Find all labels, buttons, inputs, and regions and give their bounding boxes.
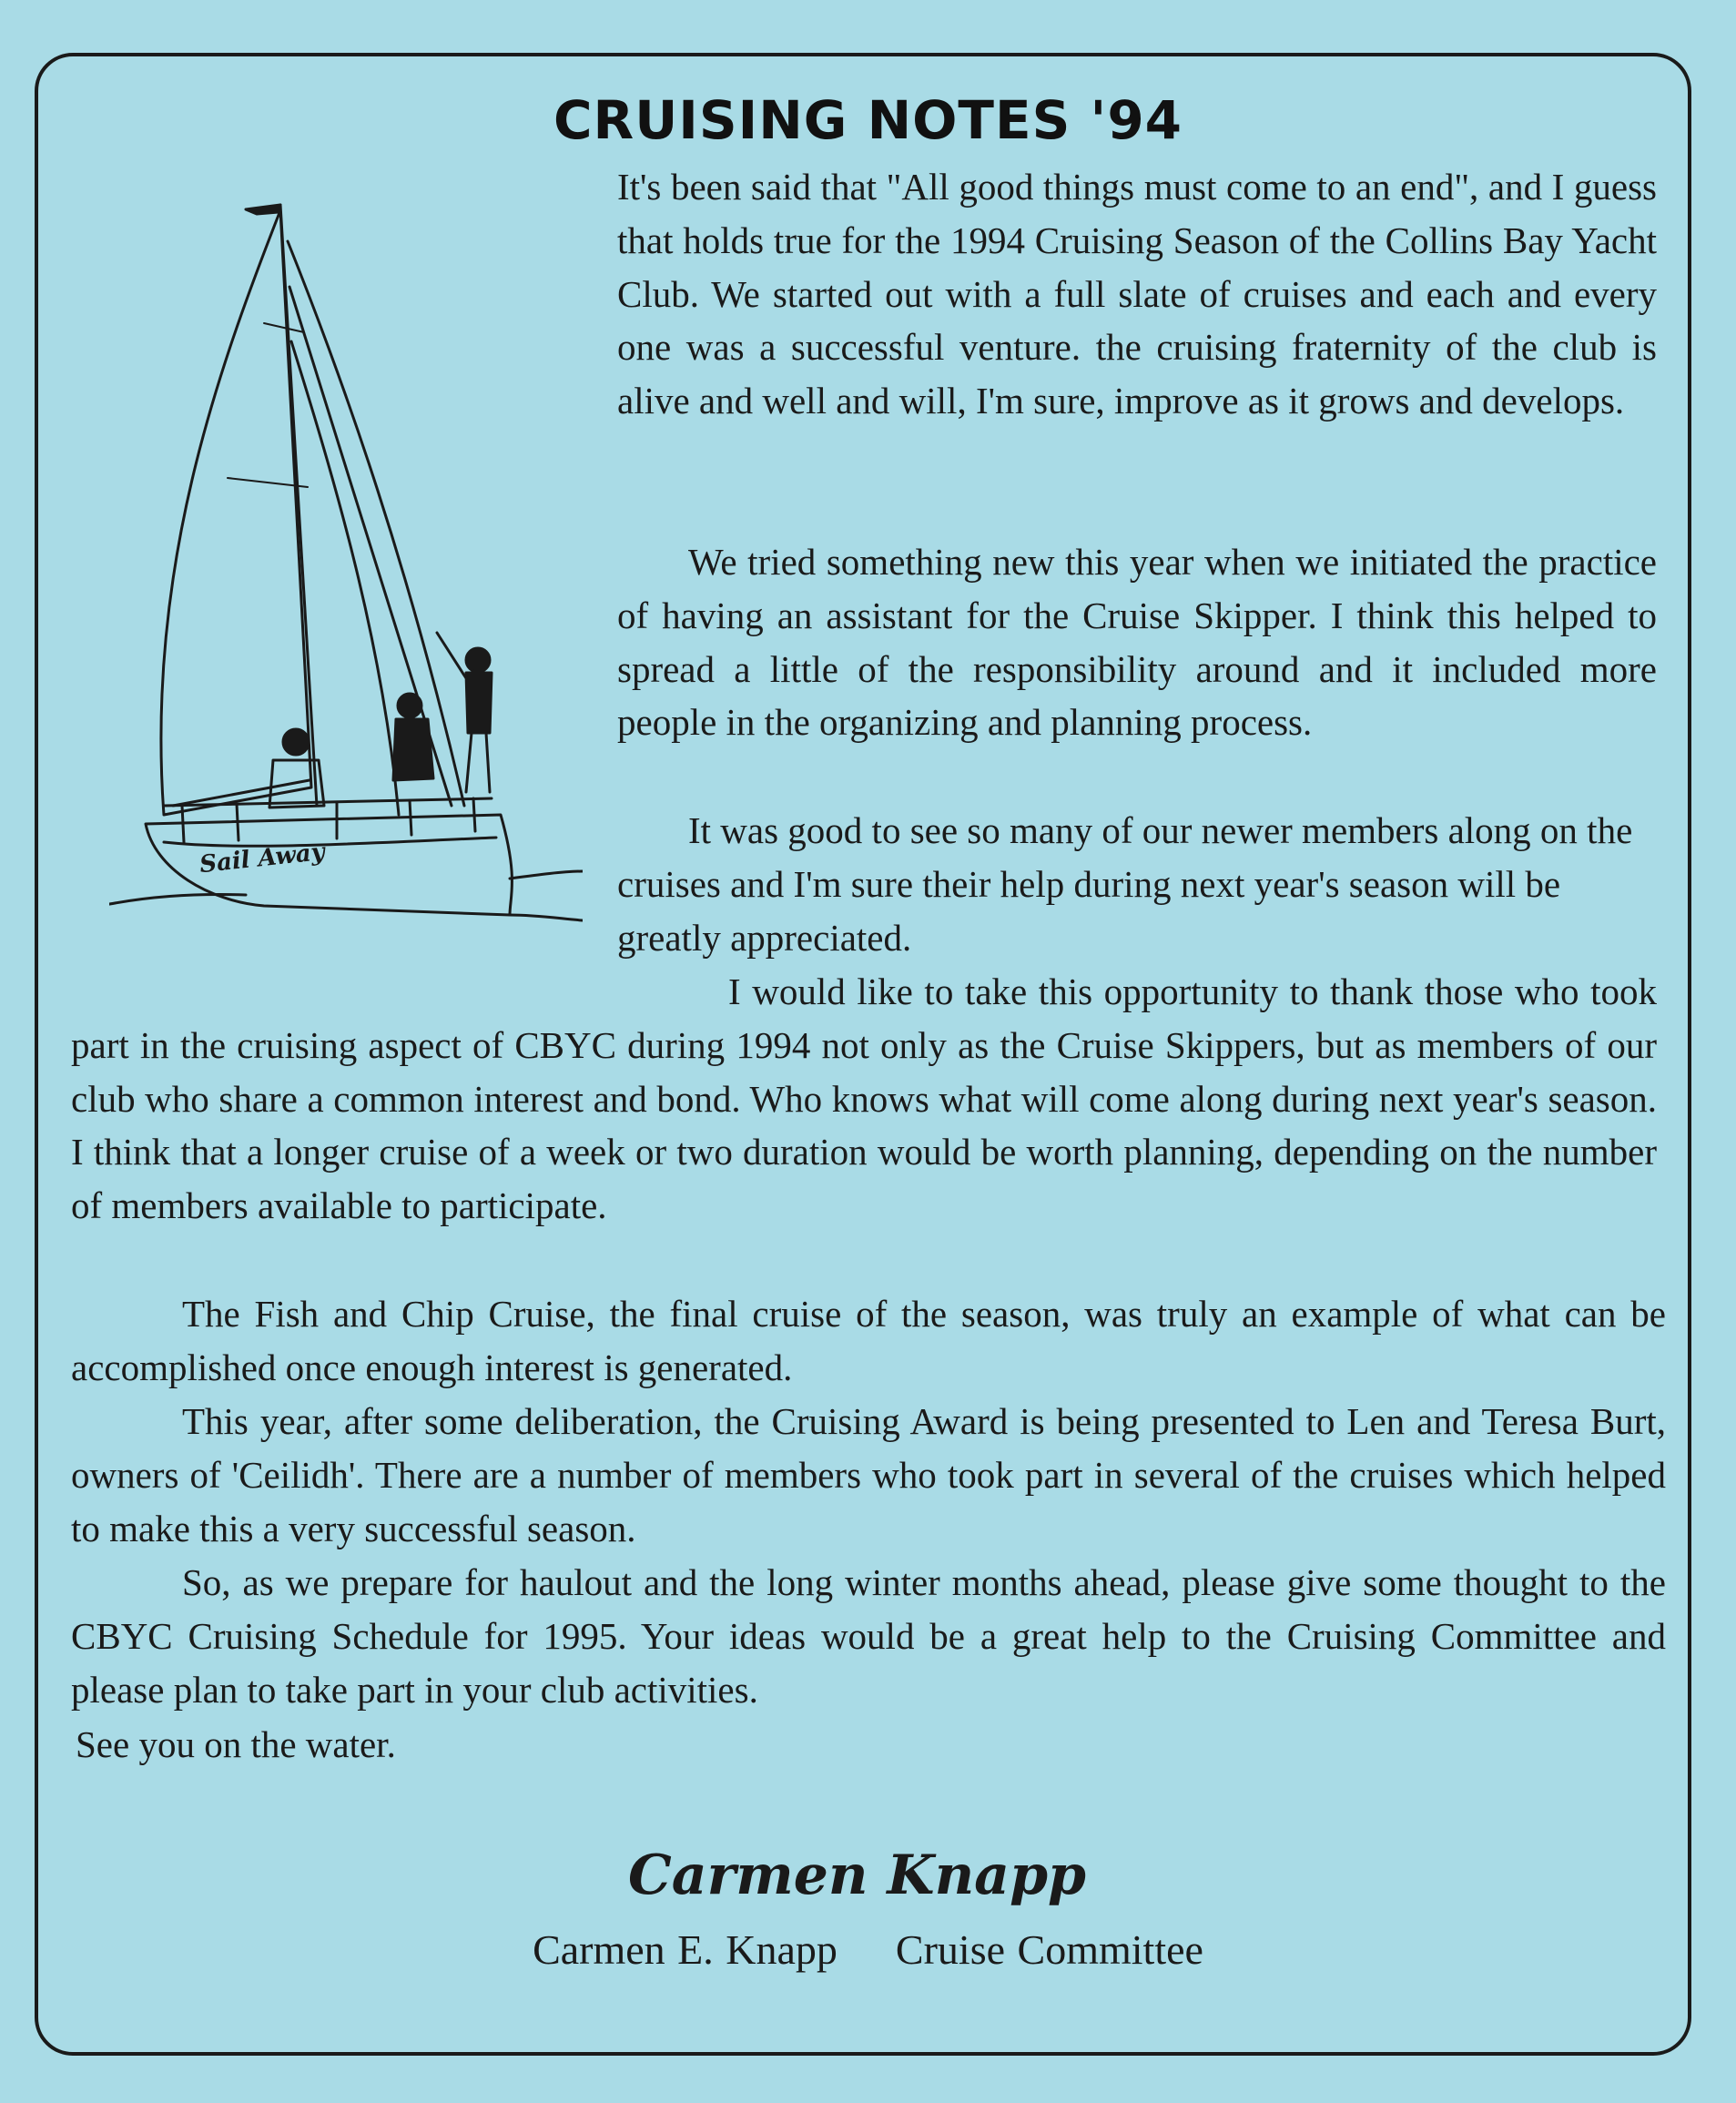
sailboat-illustration <box>109 187 583 942</box>
signer-role: Cruise Committee <box>895 1926 1203 1973</box>
boat-name: Sail Away <box>198 838 327 879</box>
paragraph-thanks <box>71 965 1657 1233</box>
paragraph-schedule: So, as we prepare for haulout and the long winter months ahead, please give some thought to the CBYC Cruising Schedule for 1995. Your ideas would be a great help to the Cruising Committee and please plan to take part in your club activities. <box>71 1561 1666 1711</box>
handwritten-signature <box>619 1821 1147 1939</box>
page-title: CRUISING NOTES '94 <box>553 89 1183 151</box>
paragraph-assistant: We tried something new this year when we initiated the practice of having an assistant for the Cruise Skipper. I think this helped to spread a little of the responsibility around and it included more people in the organizing and planning process. <box>617 541 1657 744</box>
paragraph-new-members: It was good to see so many of our newer members along on the cruises and I'm sure their help during next year's season will be greatly appreciated. <box>617 809 1633 959</box>
paragraph-thanks-text: I would like to take this opportunity to thank those who took part in the cruising aspect of CBYC during 1994 not only as the Cruise Skippers, but as members of our club who share a common interest and bond. Who knows what will come along during next year's season. I think that a longer cruise of a week or two duration would be worth planning, depending on the number of members available to participate. <box>71 970 1657 1227</box>
paragraph-award: This year, after some deliberation, the Cruising Award is being presented to Len and Teresa Burt, owners of 'Ceilidh'. There are a number of members who took part in several of the cruises which helped to make this a very successful season. <box>71 1400 1666 1549</box>
paragraph-intro: It's been said that "All good things must come to an end", and I guess that holds true for the 1994 Cruising Season of the Collins Bay Yacht Club. We started out with a full slate of cruises and each and every one was a successful venture. the cruising fraternity of the club is alive and well and will, I'm sure, improve as it grows and develops. <box>617 166 1657 422</box>
signer-name: Carmen E. Knapp <box>533 1926 838 1973</box>
signer-line <box>0 1925 1736 1974</box>
paragraph-fish-chip: The Fish and Chip Cruise, the final cruise of the season, was truly an example of what can be accomplished once enough interest is generated. <box>71 1293 1666 1388</box>
signature-text: Carmen Knapp <box>628 1844 1086 1907</box>
closing-line: See you on the water. <box>76 1723 396 1765</box>
